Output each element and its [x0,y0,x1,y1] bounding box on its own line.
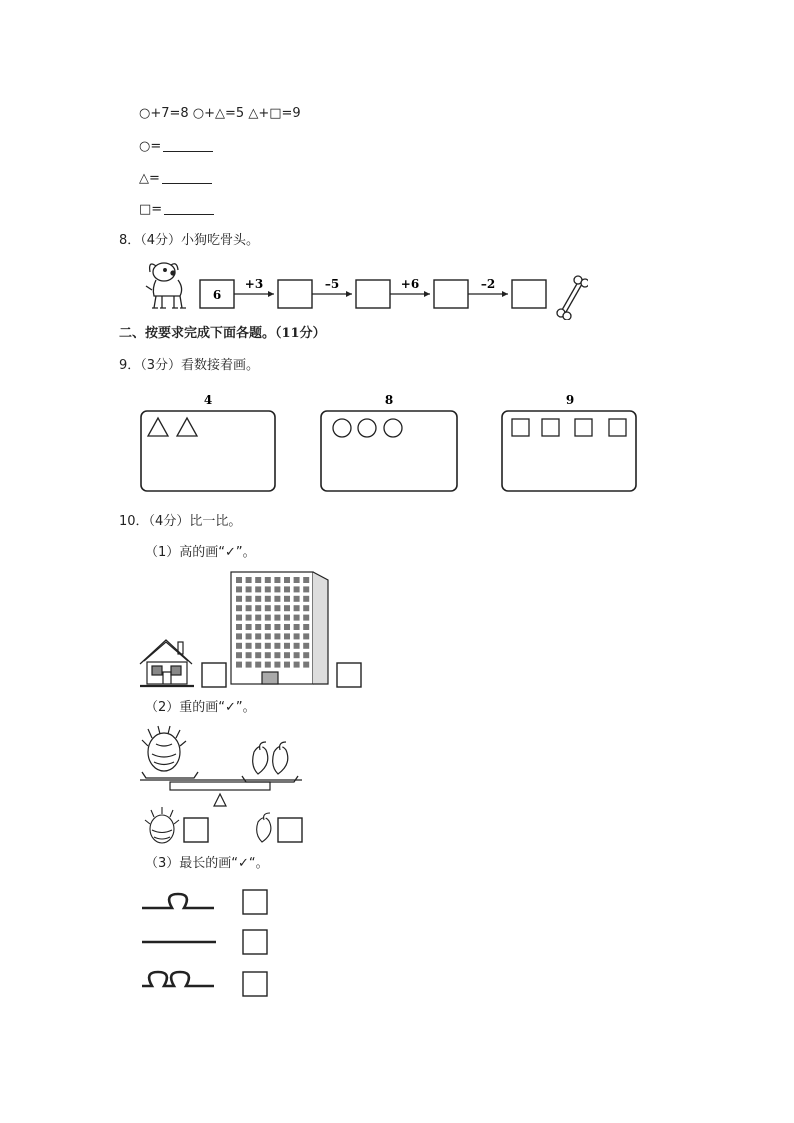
building-window [265,596,271,602]
bone-icon [557,276,588,320]
circle-eq-label: ○= [139,139,162,154]
rope-3-check-box[interactable] [243,972,267,996]
building-window [284,605,290,611]
building-window [236,605,242,611]
building-window [274,615,280,621]
chain-answer-box-1[interactable] [278,280,312,308]
building-window [265,652,271,658]
q10-part3-figure [138,882,278,1002]
rope-with-two-loops [142,972,214,986]
building-window [236,596,242,602]
house-check-box[interactable] [202,663,226,687]
rope-with-one-loop [142,894,214,908]
dragon-fruit-small-icon [145,807,179,843]
mango-check-box[interactable] [278,818,302,842]
building-window [246,615,252,621]
q9-title: 9．（3分）看数接着画。 [119,358,260,373]
building-window [265,633,271,639]
building-window [255,643,261,649]
building-window [255,605,261,611]
q10-part2-figure [138,724,308,848]
building-window [303,633,309,639]
building-window [236,633,242,639]
building-window [246,605,252,611]
building-window [246,662,252,668]
building-window [236,652,242,658]
q10-part1-label: （1）高的画“✓”。 [145,545,256,560]
op-2-label: –5 [324,277,340,291]
mango-icon [253,742,288,774]
fulcrum-triangle-icon [214,794,226,806]
building-window [255,577,261,583]
building-window [284,586,290,592]
building-window [284,662,290,668]
building-window [303,662,309,668]
building-window [284,596,290,602]
q9-figure [138,390,642,498]
building-window [265,624,271,630]
building-window [236,643,242,649]
draw-box-3[interactable] [502,411,636,491]
circle-answer-blank[interactable] [163,139,213,152]
building-window [284,577,290,583]
q7-circle-line [139,139,213,155]
building-window [274,577,280,583]
rope-2-check-box[interactable] [243,930,267,954]
box-2-number: 8 [384,393,394,407]
building-window [274,662,280,668]
q10-part1-figure [138,568,366,692]
q7-equations: ○+7=8 ○+△=5 △+□=9 [139,106,301,121]
building-window [294,624,300,630]
rope-1-check-box[interactable] [243,890,267,914]
building-window [303,624,309,630]
building-window [246,596,252,602]
box-3-number: 9 [565,393,575,407]
building-window [236,624,242,630]
building-window [274,633,280,639]
building-window [246,624,252,630]
building-window [255,596,261,602]
building-window [246,633,252,639]
building-window [294,586,300,592]
building-window [294,596,300,602]
box-1-number: 4 [203,393,213,407]
building-window [303,643,309,649]
building-window [303,605,309,611]
building-window [255,615,261,621]
mango-small-icon [257,813,271,842]
building-window [294,577,300,583]
building-window [274,605,280,611]
building-window [294,633,300,639]
building-window [246,577,252,583]
chain-answer-box-3[interactable] [434,280,468,308]
q10-part3-label: （3）最长的画“✓“。 [145,856,269,871]
building-window [236,586,242,592]
building-window [246,586,252,592]
square-eq-label: □= [139,202,163,217]
q7-square-line [139,202,214,218]
q7-triangle-line [139,171,212,187]
building-window [294,662,300,668]
building-window [274,624,280,630]
building-window [255,586,261,592]
triangle-eq-label: △= [139,171,160,186]
building-window [236,577,242,583]
draw-box-2[interactable] [321,411,457,491]
building-window [303,577,309,583]
building-window [236,615,242,621]
chain-answer-box-4[interactable] [512,280,546,308]
q10-part2-label: （2）重的画“✓”。 [145,700,256,715]
building-window [265,643,271,649]
op-3-label: +6 [400,277,420,291]
q8-title: 8．（4分）小狗吃骨头。 [119,233,260,248]
dragon-fruit-icon [142,726,186,771]
building-window [284,643,290,649]
building-window [236,662,242,668]
building-window [255,633,261,639]
building-window [255,652,261,658]
building-window [303,615,309,621]
building-window [303,652,309,658]
building-window [265,662,271,668]
building-window [265,605,271,611]
building-window [284,615,290,621]
building-window [265,586,271,592]
dog-icon [146,263,186,308]
building-window [274,596,280,602]
building-window [246,652,252,658]
q10-title: 10．（4分）比一比。 [119,514,242,529]
building-window [303,596,309,602]
house-icon [140,640,194,686]
building-window [294,605,300,611]
building-window [284,652,290,658]
building-window [255,662,261,668]
building-window [274,643,280,649]
q8-chain-figure [138,256,588,320]
building-window [274,586,280,592]
building-check-box[interactable] [337,663,361,687]
building-window [246,643,252,649]
building-window [255,624,261,630]
building-window [303,586,309,592]
building-window [284,633,290,639]
building-window [265,615,271,621]
building-icon [231,572,328,684]
building-window [294,643,300,649]
building-window [294,652,300,658]
square-answer-blank[interactable] [164,202,214,215]
chain-answer-box-2[interactable] [356,280,390,308]
building-window [294,615,300,621]
building-window [265,577,271,583]
section2-title: 二、按要求完成下面各题。（11分） [119,326,326,341]
op-1-label: +3 [244,277,264,291]
building-window [274,652,280,658]
chain-start-number: 6 [212,288,222,302]
op-4-label: –2 [480,277,496,291]
dragon-fruit-check-box[interactable] [184,818,208,842]
building-window [284,624,290,630]
triangle-answer-blank[interactable] [162,171,212,184]
